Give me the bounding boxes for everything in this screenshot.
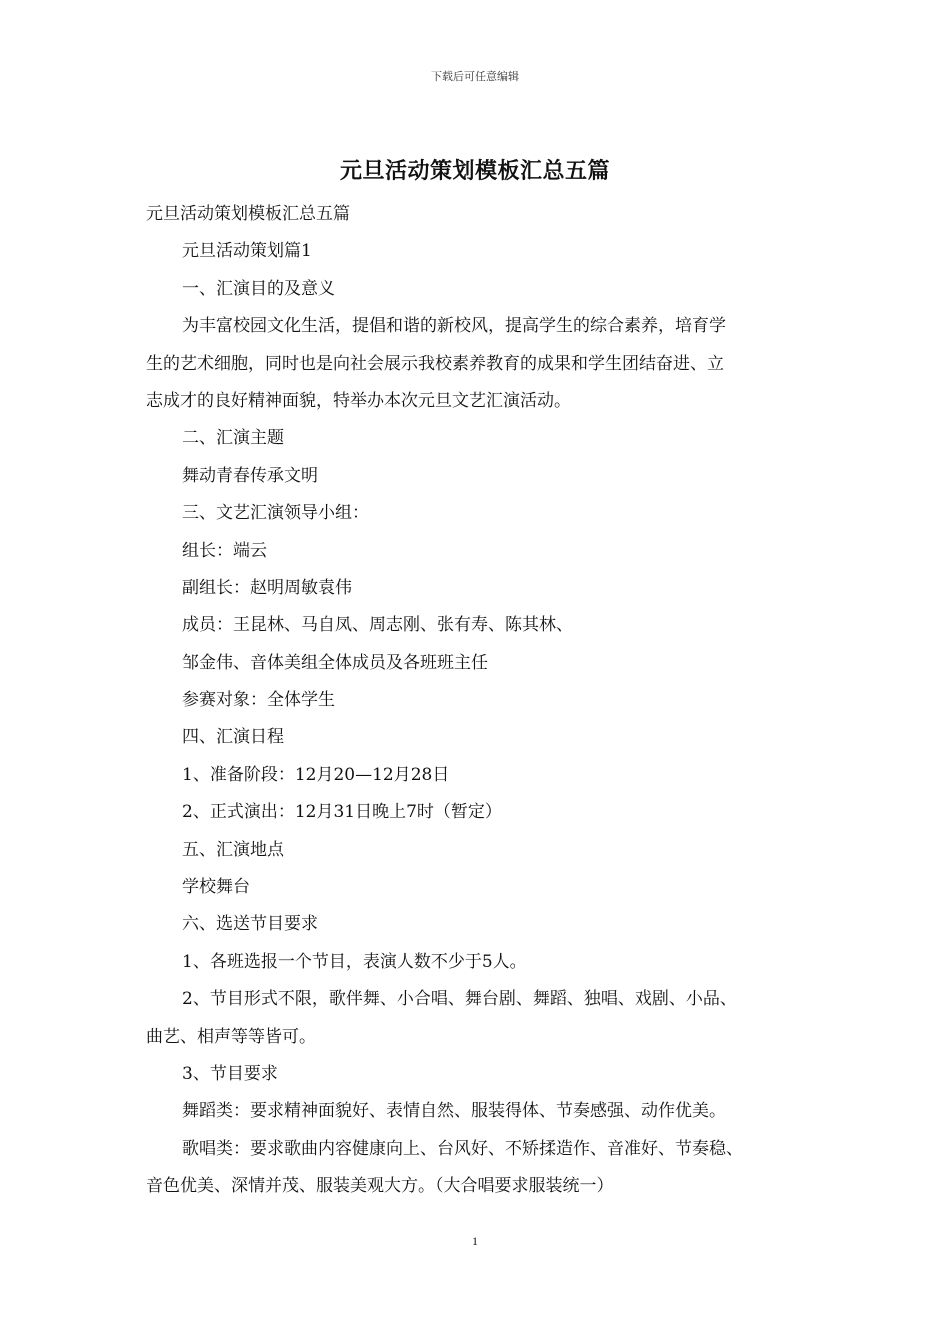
- body-line: 元旦活动策划模板汇总五篇: [146, 204, 350, 224]
- body-line: 1、准备阶段：12月20—12月28日: [182, 764, 450, 785]
- body-line: 参赛对象：全体学生: [182, 690, 335, 711]
- body-line: 2、正式演出：12月31日晚上7时（暂定）: [182, 802, 502, 823]
- body-line: 3、节目要求: [182, 1063, 278, 1084]
- page-header-note: 下载后可任意编辑: [431, 70, 519, 83]
- body-line: 为丰富校园文化生活，提倡和谐的新校风，提高学生的综合素养，培育学: [182, 316, 726, 337]
- body-line: 二、汇演主题: [182, 428, 284, 449]
- page-number: 1: [472, 1234, 478, 1248]
- body-line: 曲艺、相声等等皆可。: [146, 1026, 316, 1047]
- body-line: 生的艺术细胞，同时也是向社会展示我校素养教育的成果和学生团结奋进、立: [146, 353, 724, 374]
- body-line: 志成才的良好精神面貌，特举办本次元旦文艺汇演活动。: [146, 390, 571, 411]
- document-body: [146, 196, 826, 1206]
- body-line: 五、汇演地点: [182, 839, 284, 860]
- body-line: 四、汇演日程: [182, 727, 284, 748]
- body-line: 舞蹈类：要求精神面貌好、表情自然、服装得体、节奏感强、动作优美。: [182, 1101, 726, 1122]
- body-line: 音色优美、深情并茂、服装美观大方。（大合唱要求服装统一）: [146, 1176, 614, 1197]
- body-line: 六、选送节目要求: [182, 914, 318, 935]
- body-line: 学校舞台: [182, 877, 250, 898]
- body-line: 元旦活动策划篇1: [182, 241, 312, 262]
- body-line: 副组长：赵明周敏袁伟: [182, 577, 352, 598]
- body-line: 1、各班选报一个节目，表演人数不少于5人。: [182, 951, 527, 972]
- body-line: 2、节目形式不限，歌伴舞、小合唱、舞台剧、舞蹈、独唱、戏剧、小品、: [182, 989, 737, 1010]
- document-title: 元旦活动策划模板汇总五篇: [339, 159, 610, 184]
- body-line: 组长：端云: [182, 540, 267, 561]
- body-line: 三、文艺汇演领导小组：: [182, 503, 369, 524]
- body-line: 邹金伟、音体美组全体成员及各班班主任: [182, 652, 488, 673]
- body-line: 舞动青春传承文明: [182, 465, 318, 486]
- body-line: 歌唱类：要求歌曲内容健康向上、台风好、不矫揉造作、音准好、节奏稳、: [182, 1138, 743, 1159]
- body-line: 成员：王昆林、马自凤、周志刚、张有寿、陈其林、: [182, 615, 573, 636]
- body-line: 一、汇演目的及意义: [182, 278, 335, 299]
